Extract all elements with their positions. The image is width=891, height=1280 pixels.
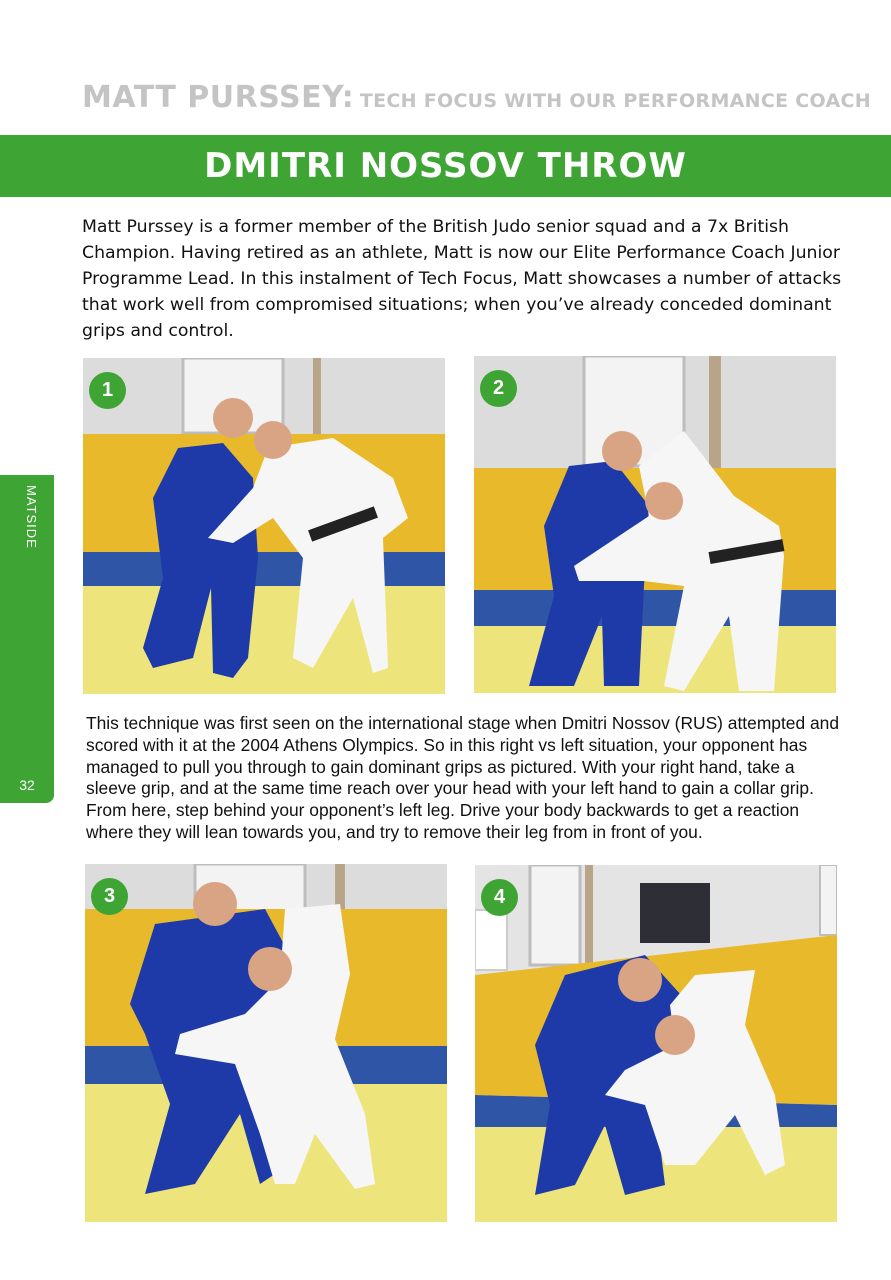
technique-description: This technique was first seen on the international stage when Dmitri Nossov (RUS) attempted and scored with it at the 2004 Athens Olympics. So in this right vs left situation, your opponent has managed to pull you through to gain dominant grips as pictured. With your right hand, take a sleeve grip, and at the same time reach over your head with your left hand to gain a collar grip. From here, step behind your opponent’s left leg. Drive your body backwards to get a reaction where they will lean towards you, and try to remove their leg from in front of you. — [86, 713, 839, 842]
photo-step-2 — [474, 356, 836, 693]
step-badge-1: 1 — [89, 372, 126, 409]
step-badge-3: 3 — [91, 878, 128, 915]
side-tab — [0, 475, 54, 803]
judo-photo-illustration — [475, 865, 837, 1222]
step-badge-4: 4 — [481, 879, 518, 916]
intro-paragraph: Matt Purssey is a former member of the British Judo senior squad and a 7x British Champion. Having retired as an athlete, Matt is now our Elite Performance Coach Junior Programme Lead. In this instalment of Tech Focus, Matt showcases a number of attacks that work well from compromised situations; when you’ve already conceded dominant grips and control. — [82, 217, 842, 341]
header-subtitle: TECH FOCUS WITH OUR PERFORMANCE COACH — [359, 90, 871, 112]
page-header — [82, 80, 871, 115]
header-name: MATT PURSSEY: — [82, 80, 355, 115]
article-title: DMITRI NOSSOV THROW — [204, 146, 687, 186]
photo-step-3 — [85, 864, 447, 1222]
photo-step-4 — [475, 865, 837, 1222]
step-badge-2: 2 — [480, 370, 517, 407]
judo-photo-illustration — [85, 864, 447, 1222]
judo-photo-illustration — [83, 358, 445, 694]
section-label: MATSIDE — [24, 485, 39, 549]
page-number: 32 — [19, 777, 35, 793]
judo-photo-illustration — [474, 356, 836, 693]
photo-step-1 — [83, 358, 445, 694]
title-band — [0, 135, 891, 197]
